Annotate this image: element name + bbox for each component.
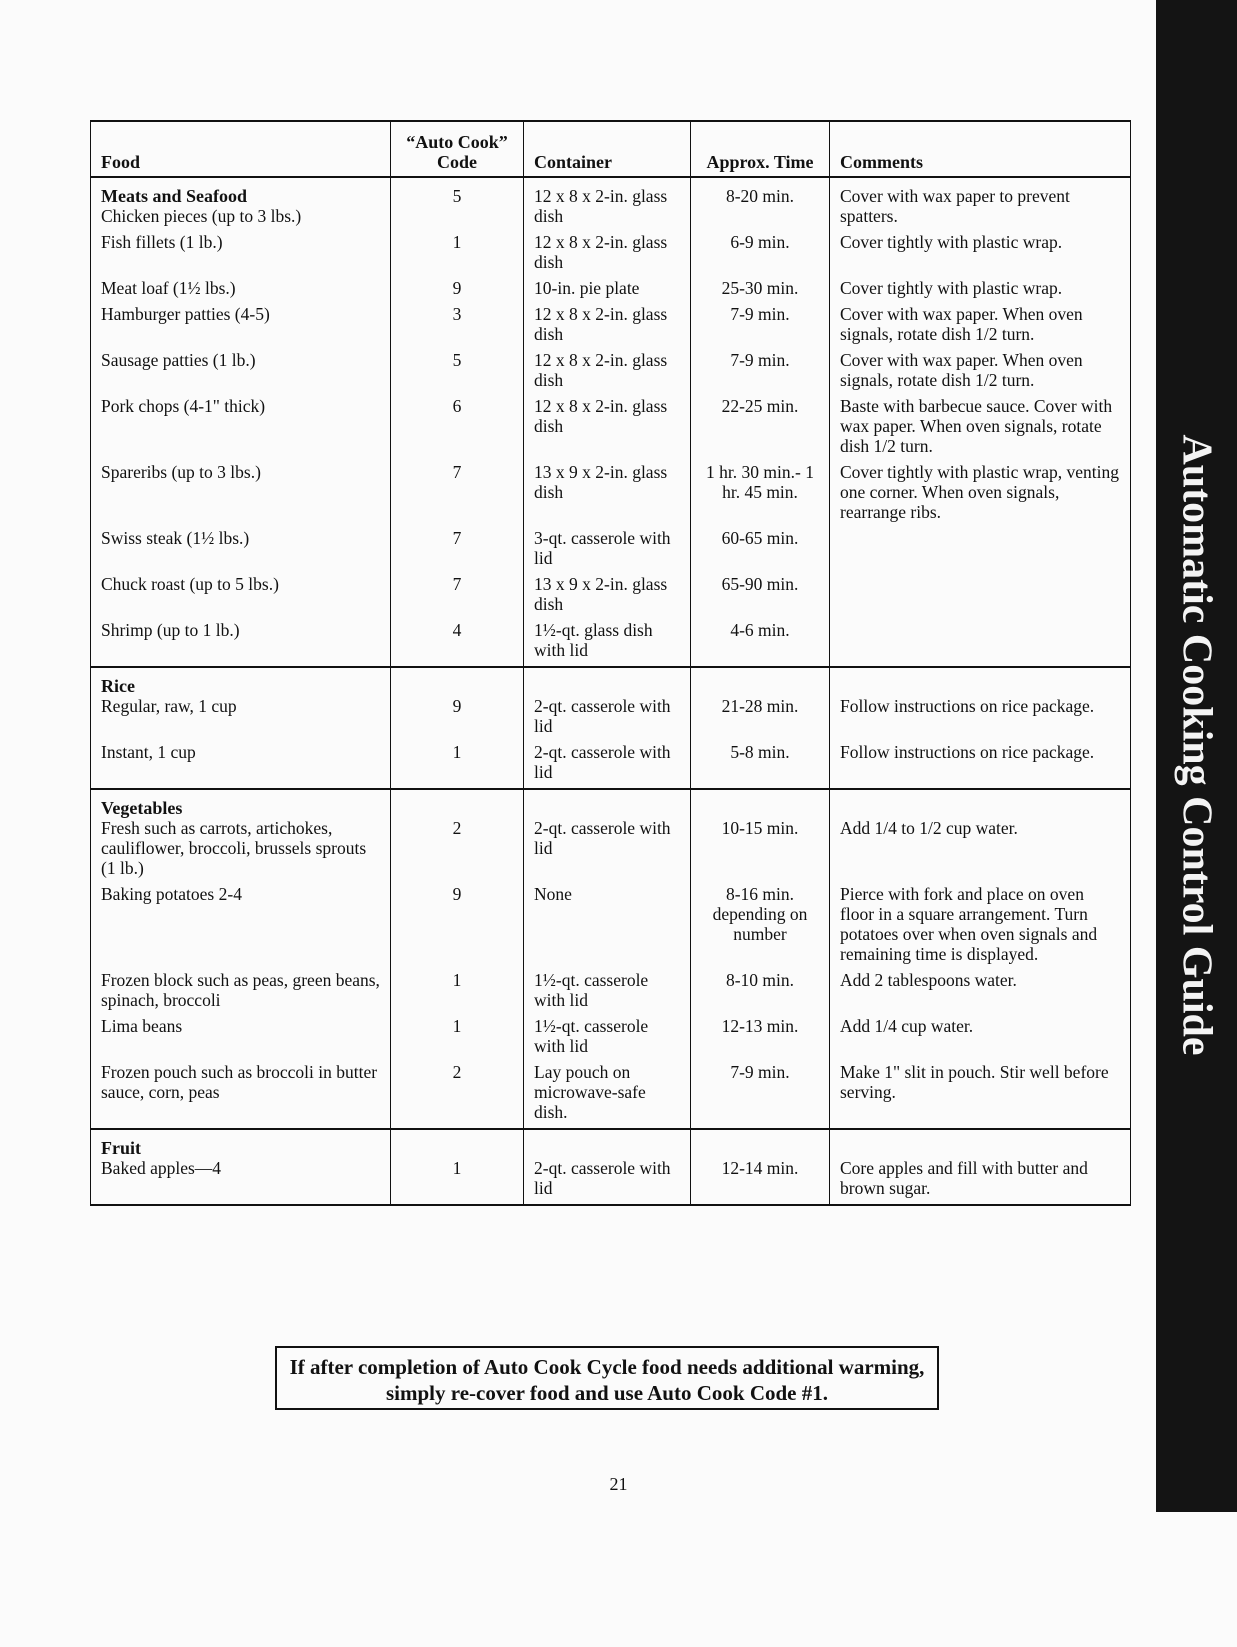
code-text: 1 [452,742,462,762]
cell-container [524,617,691,667]
comments-text: Add 1/4 to 1/2 cup water. [840,818,1018,838]
food-text: Regular, raw, 1 cup [101,696,237,716]
cell-comments [830,1129,1131,1205]
cell-time [691,347,830,393]
group-heading: Fruit [101,1138,141,1158]
code-text: 3 [452,304,462,324]
time-text: 21-28 min. [721,696,799,716]
cell-food [91,789,391,881]
time-text: 8-10 min. [725,970,795,990]
header-code-line1: “Auto Cook” [406,132,508,152]
heading-spacer [840,1138,1120,1158]
comments-text: Cover with wax paper. When oven signals, rotate dish 1/2 turn. [840,304,1083,344]
food-text: Meat loaf (1½ lbs.) [101,278,236,298]
group-heading: Rice [101,676,135,696]
cell-code [391,177,524,229]
cell-code [391,1013,524,1059]
cell-container [524,393,691,459]
cell-comments [830,229,1131,275]
table-row [91,525,1131,571]
table-row [91,1059,1131,1129]
container-text: 12 x 8 x 2-in. glass dish [534,186,668,226]
food-text: Lima beans [101,1016,183,1036]
header-container: Container [524,121,691,177]
comments-text: Cover with wax paper to prevent spatters. [840,186,1070,226]
auto-cook-guide-table [90,120,1131,1206]
food-text: Frozen pouch such as broccoli in butter sauce, corn, peas [101,1062,378,1102]
food-group [91,789,1131,1129]
cell-food [91,1129,391,1205]
table-row [91,739,1131,789]
side-tab-title: Automatic Cooking Control Guide [1173,434,1220,1056]
cell-food [91,393,391,459]
comments-text: Add 2 tablespoons water. [840,970,1017,990]
time-text: 4-6 min. [730,620,790,640]
cell-container [524,571,691,617]
cell-comments [830,525,1131,571]
cell-container [524,301,691,347]
warming-note-box [275,1346,939,1410]
time-text: 7-9 min. [730,1062,790,1082]
food-text: Baked apples—4 [101,1158,222,1178]
cell-code [391,525,524,571]
container-text: 2-qt. casserole with lid [534,742,671,782]
heading-spacer [401,1138,513,1158]
comments-text: Cover tightly with plastic wrap. [840,278,1063,298]
cell-time [691,617,830,667]
time-text: 10-15 min. [721,818,799,838]
container-text: 12 x 8 x 2-in. glass dish [534,304,668,344]
code-text: 2 [452,818,462,838]
header-approx-time: Approx. Time [691,121,830,177]
container-text: 3-qt. casserole with lid [534,528,671,568]
cell-food [91,967,391,1013]
cell-comments [830,1059,1131,1129]
cell-comments [830,301,1131,347]
heading-spacer [701,676,819,696]
cell-container [524,739,691,789]
cell-food [91,617,391,667]
cell-container [524,525,691,571]
table-row [91,881,1131,967]
cell-time [691,1059,830,1129]
code-text: 1 [452,232,462,252]
code-text: 9 [452,884,462,904]
cell-time [691,1129,830,1205]
cell-container [524,229,691,275]
cell-time [691,301,830,347]
comments-text: Add 1/4 cup water. [840,1016,974,1036]
container-text: 2-qt. casserole with lid [534,696,671,736]
container-text: 10-in. pie plate [534,278,640,298]
cell-food [91,1059,391,1129]
code-text: 1 [452,1158,462,1178]
container-text: 1½-qt. casserole with lid [534,1016,649,1056]
cell-code [391,967,524,1013]
code-text: 2 [452,1062,462,1082]
table-header [91,121,1131,177]
heading-spacer [534,798,680,818]
cell-food [91,525,391,571]
time-text: 22-25 min. [721,396,799,416]
food-group [91,1129,1131,1205]
header-comments: Comments [830,121,1131,177]
food-group [91,667,1131,789]
cell-code [391,1129,524,1205]
comments-text: Cover tightly with plastic wrap. [840,232,1063,252]
cell-container [524,1059,691,1129]
cell-code [391,881,524,967]
table-row [91,275,1131,301]
cell-code [391,739,524,789]
cell-food [91,177,391,229]
code-text: 9 [452,278,462,298]
cell-code [391,1059,524,1129]
cell-time [691,229,830,275]
cell-time [691,525,830,571]
time-text: 65-90 min. [721,574,799,594]
cell-code [391,301,524,347]
code-text: 7 [452,528,462,548]
cell-food [91,1013,391,1059]
comments-text: Baste with barbecue sauce. Cover with wax paper. When oven signals, rotate dish 1/2 turn. [840,396,1113,456]
time-text: 8-16 min. depending on number [712,884,808,944]
table-row [91,1013,1131,1059]
food-text: Fish fillets (1 lb.) [101,232,223,252]
page-number: 21 [609,1474,628,1494]
cell-food [91,459,391,525]
code-text: 1 [452,970,462,990]
comments-text: Cover with wax paper. When oven signals, rotate dish 1/2 turn. [840,350,1083,390]
cell-container [524,459,691,525]
table-row [91,301,1131,347]
cell-code [391,571,524,617]
container-text: 12 x 8 x 2-in. glass dish [534,396,668,436]
note-line-2: simply re-cover food and use Auto Cook Code #1. [386,1381,828,1405]
code-text: 6 [452,396,462,416]
table-row [91,177,1131,229]
group-heading: Vegetables [101,798,183,818]
table-row [91,1129,1131,1205]
code-text: 5 [452,350,462,370]
cell-comments [830,347,1131,393]
table-row [91,667,1131,739]
cell-time [691,739,830,789]
cell-container [524,275,691,301]
cell-code [391,789,524,881]
cell-food [91,739,391,789]
comments-text: Cover tightly with plastic wrap, venting one corner. When oven signals, rearrange ribs. [840,462,1119,522]
cell-time [691,177,830,229]
container-text: 13 x 9 x 2-in. glass dish [534,462,668,502]
table-row [91,571,1131,617]
food-text: Shrimp (up to 1 lb.) [101,620,240,640]
time-text: 60-65 min. [721,528,799,548]
cell-code [391,667,524,739]
table-row [91,459,1131,525]
food-text: Frozen block such as peas, green beans, spinach, broccoli [101,970,380,1010]
code-text: 7 [452,574,462,594]
side-tab-title-wrap [1156,434,1237,1056]
cell-food [91,229,391,275]
cell-container [524,1013,691,1059]
cell-comments [830,739,1131,789]
cell-food [91,881,391,967]
table-row [91,229,1131,275]
container-text: 13 x 9 x 2-in. glass dish [534,574,668,614]
time-text: 7-9 min. [730,350,790,370]
time-text: 1 hr. 30 min.- 1 hr. 45 min. [706,462,814,502]
code-text: 7 [452,462,462,482]
table-row [91,393,1131,459]
heading-spacer [840,676,1120,696]
heading-spacer [840,798,1120,818]
comments-text: Pierce with fork and place on oven floor in a square arrangement. Turn potatoes over when oven signals and remaining time is displayed. [840,884,1098,964]
table-row [91,967,1131,1013]
food-text: Baking potatoes 2-4 [101,884,242,904]
heading-spacer [701,1138,819,1158]
cell-container [524,789,691,881]
container-text: 1½-qt. casserole with lid [534,970,649,1010]
container-text: 12 x 8 x 2-in. glass dish [534,232,668,272]
cell-container [524,667,691,739]
heading-spacer [401,798,513,818]
cell-code [391,229,524,275]
time-text: 8-20 min. [725,186,795,206]
cell-code [391,459,524,525]
table-row [91,617,1131,667]
food-text: Spareribs (up to 3 lbs.) [101,462,261,482]
code-text: 4 [452,620,462,640]
cell-code [391,617,524,667]
container-text: 12 x 8 x 2-in. glass dish [534,350,668,390]
food-text: Fresh such as carrots, artichokes, cauliflower, broccoli, brussels sprouts (1 lb.) [101,818,367,878]
food-group [91,177,1131,667]
cell-container [524,347,691,393]
cell-comments [830,1013,1131,1059]
food-text: Chicken pieces (up to 3 lbs.) [101,206,302,226]
container-text: Lay pouch on microwave-safe dish. [534,1062,646,1122]
container-text: 2-qt. casserole with lid [534,1158,671,1198]
cell-time [691,459,830,525]
cell-comments [830,667,1131,739]
heading-spacer [534,676,680,696]
time-text: 12-14 min. [721,1158,799,1178]
food-text: Swiss steak (1½ lbs.) [101,528,250,548]
cell-food [91,667,391,739]
food-text: Hamburger patties (4-5) [101,304,270,324]
heading-spacer [534,1138,680,1158]
food-text: Sausage patties (1 lb.) [101,350,256,370]
cell-comments [830,275,1131,301]
header-row [91,121,1131,177]
cell-time [691,275,830,301]
heading-spacer [401,676,513,696]
header-code-line2: Code [437,152,477,172]
code-text: 9 [452,696,462,716]
header-food: Food [91,121,391,177]
cell-time [691,967,830,1013]
container-text: 2-qt. casserole with lid [534,818,671,858]
cell-comments [830,571,1131,617]
cell-time [691,789,830,881]
cell-comments [830,967,1131,1013]
time-text: 7-9 min. [730,304,790,324]
cell-comments [830,881,1131,967]
container-text: None [534,884,572,904]
cell-food [91,571,391,617]
food-text: Chuck roast (up to 5 lbs.) [101,574,279,594]
cell-time [691,667,830,739]
cell-container [524,967,691,1013]
cell-food [91,275,391,301]
food-text: Pork chops (4-1" thick) [101,396,266,416]
cell-comments [830,459,1131,525]
note-line-1: If after completion of Auto Cook Cycle food needs additional warming, [289,1355,925,1379]
time-text: 6-9 min. [730,232,790,252]
comments-text: Core apples and fill with butter and brown sugar. [840,1158,1088,1198]
cell-code [391,393,524,459]
comments-text: Make 1" slit in pouch. Stir well before serving. [840,1062,1109,1102]
cell-comments [830,393,1131,459]
cell-time [691,1013,830,1059]
code-text: 5 [452,186,462,206]
time-text: 5-8 min. [730,742,790,762]
cell-container [524,177,691,229]
cell-time [691,393,830,459]
cell-code [391,347,524,393]
cell-food [91,347,391,393]
heading-spacer [701,798,819,818]
food-text: Instant, 1 cup [101,742,196,762]
cell-time [691,881,830,967]
table-row [91,789,1131,881]
time-text: 12-13 min. [721,1016,799,1036]
header-auto-cook-code [391,121,524,177]
code-text: 1 [452,1016,462,1036]
cell-comments [830,177,1131,229]
cell-code [391,275,524,301]
group-heading: Meats and Seafood [101,186,248,206]
cell-container [524,881,691,967]
cell-container [524,1129,691,1205]
cell-comments [830,789,1131,881]
comments-text: Follow instructions on rice package. [840,742,1095,762]
cell-time [691,571,830,617]
container-text: 1½-qt. glass dish with lid [534,620,653,660]
cell-comments [830,617,1131,667]
table-row [91,347,1131,393]
cell-food [91,301,391,347]
comments-text: Follow instructions on rice package. [840,696,1095,716]
time-text: 25-30 min. [721,278,799,298]
